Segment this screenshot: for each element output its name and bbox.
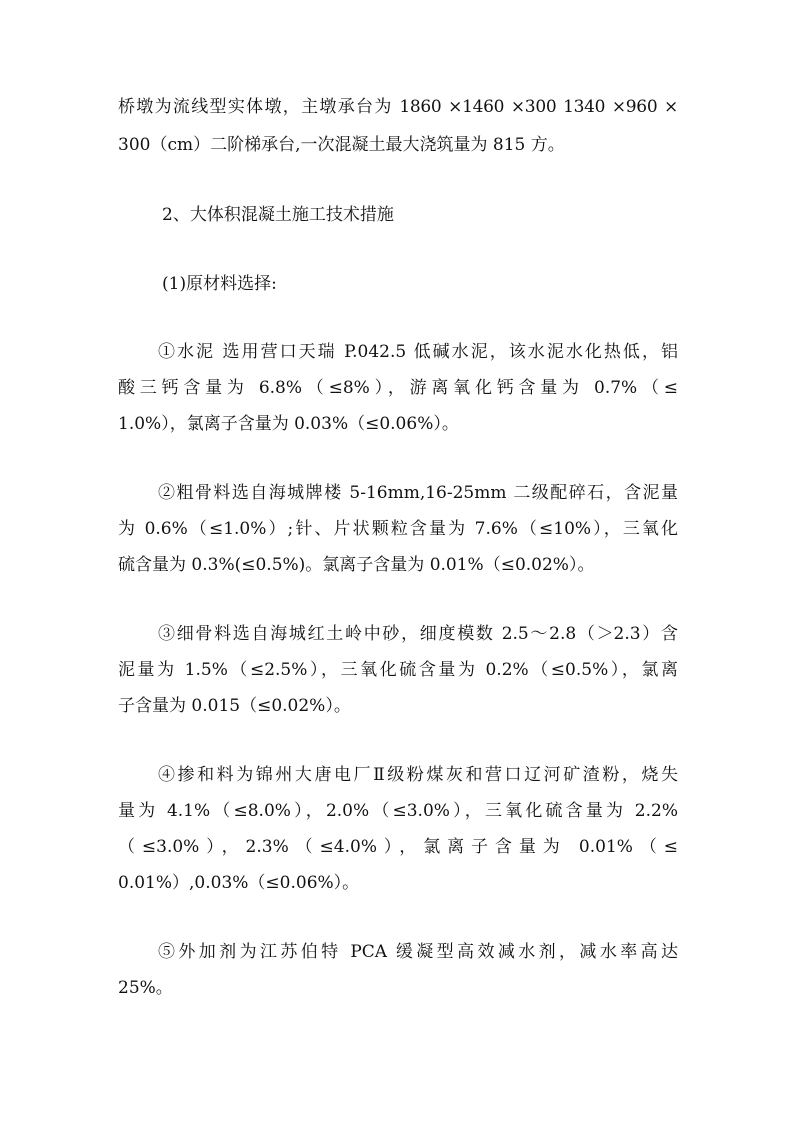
item-4-line-1: ④掺和料为锦州大唐电厂Ⅱ级粉煤灰和营口辽河矿渣粉，烧失	[158, 765, 678, 785]
item-1-line-1: ①水泥 选用营口天瑞 P.042.5 低碱水泥，该水泥水化热低，铝	[158, 342, 678, 362]
item-2-line-3: 硫含量为 0.3%(≤0.5%)。氯离子含量为 0.01%（≤0.02%）。	[118, 555, 595, 575]
item-4-line-3: （≤3.0%），2.3%（≤4.0%），氯离子含量为 0.01%（≤	[118, 837, 678, 857]
item-2-line-2: 为 0.6%（≤1.0%）;针、片状颗粒含量为 7.6%（≤10%），三氧化	[118, 519, 678, 539]
item-3-line-1: ③细骨料选自海城红土岭中砂，细度模数 2.5～2.8（＞2.3）含	[158, 624, 678, 644]
item-4-line-2: 量为 4.1%（≤8.0%），2.0%（≤3.0%），三氧化硫含量为 2.2%	[118, 801, 678, 821]
item-5-line-1: ⑤外加剂为江苏伯特 PCA 缓凝型高效减水剂，减水率高达	[158, 942, 678, 962]
item-4-line-4: 0.01%）,0.03%（≤0.06%）。	[118, 873, 360, 893]
item-2-line-1: ②粗骨料选自海城牌楼 5-16mm,16-25mm 二级配碎石，含泥量	[158, 483, 678, 503]
item-5-line-2: 25%。	[118, 978, 173, 998]
item-3-line-2: 泥量为 1.5%（≤2.5%），三氧化硫含量为 0.2%（≤0.5%），氯离	[118, 660, 678, 680]
item-1-line-3: 1.0%），氯离子含量为 0.03%（≤0.06%）。	[118, 414, 459, 434]
item-1-line-2: 酸三钙含量为 6.8%（≤8%），游离氧化钙含量为 0.7%（≤	[118, 378, 678, 398]
item-3-line-3: 子含量为 0.015（≤0.02%）。	[118, 696, 351, 716]
subsection-heading: (1)原材料选择:	[162, 274, 277, 294]
section-heading: 2、大体积混凝土施工技术措施	[162, 205, 394, 225]
intro-line-1: 桥墩为流线型实体墩，主墩承台为 1860 ×1460 ×300 1340 ×960 ×	[118, 97, 678, 117]
intro-line-2: 300（cm）二阶梯承台,一次混凝土最大浇筑量为 815 方。	[118, 135, 565, 155]
